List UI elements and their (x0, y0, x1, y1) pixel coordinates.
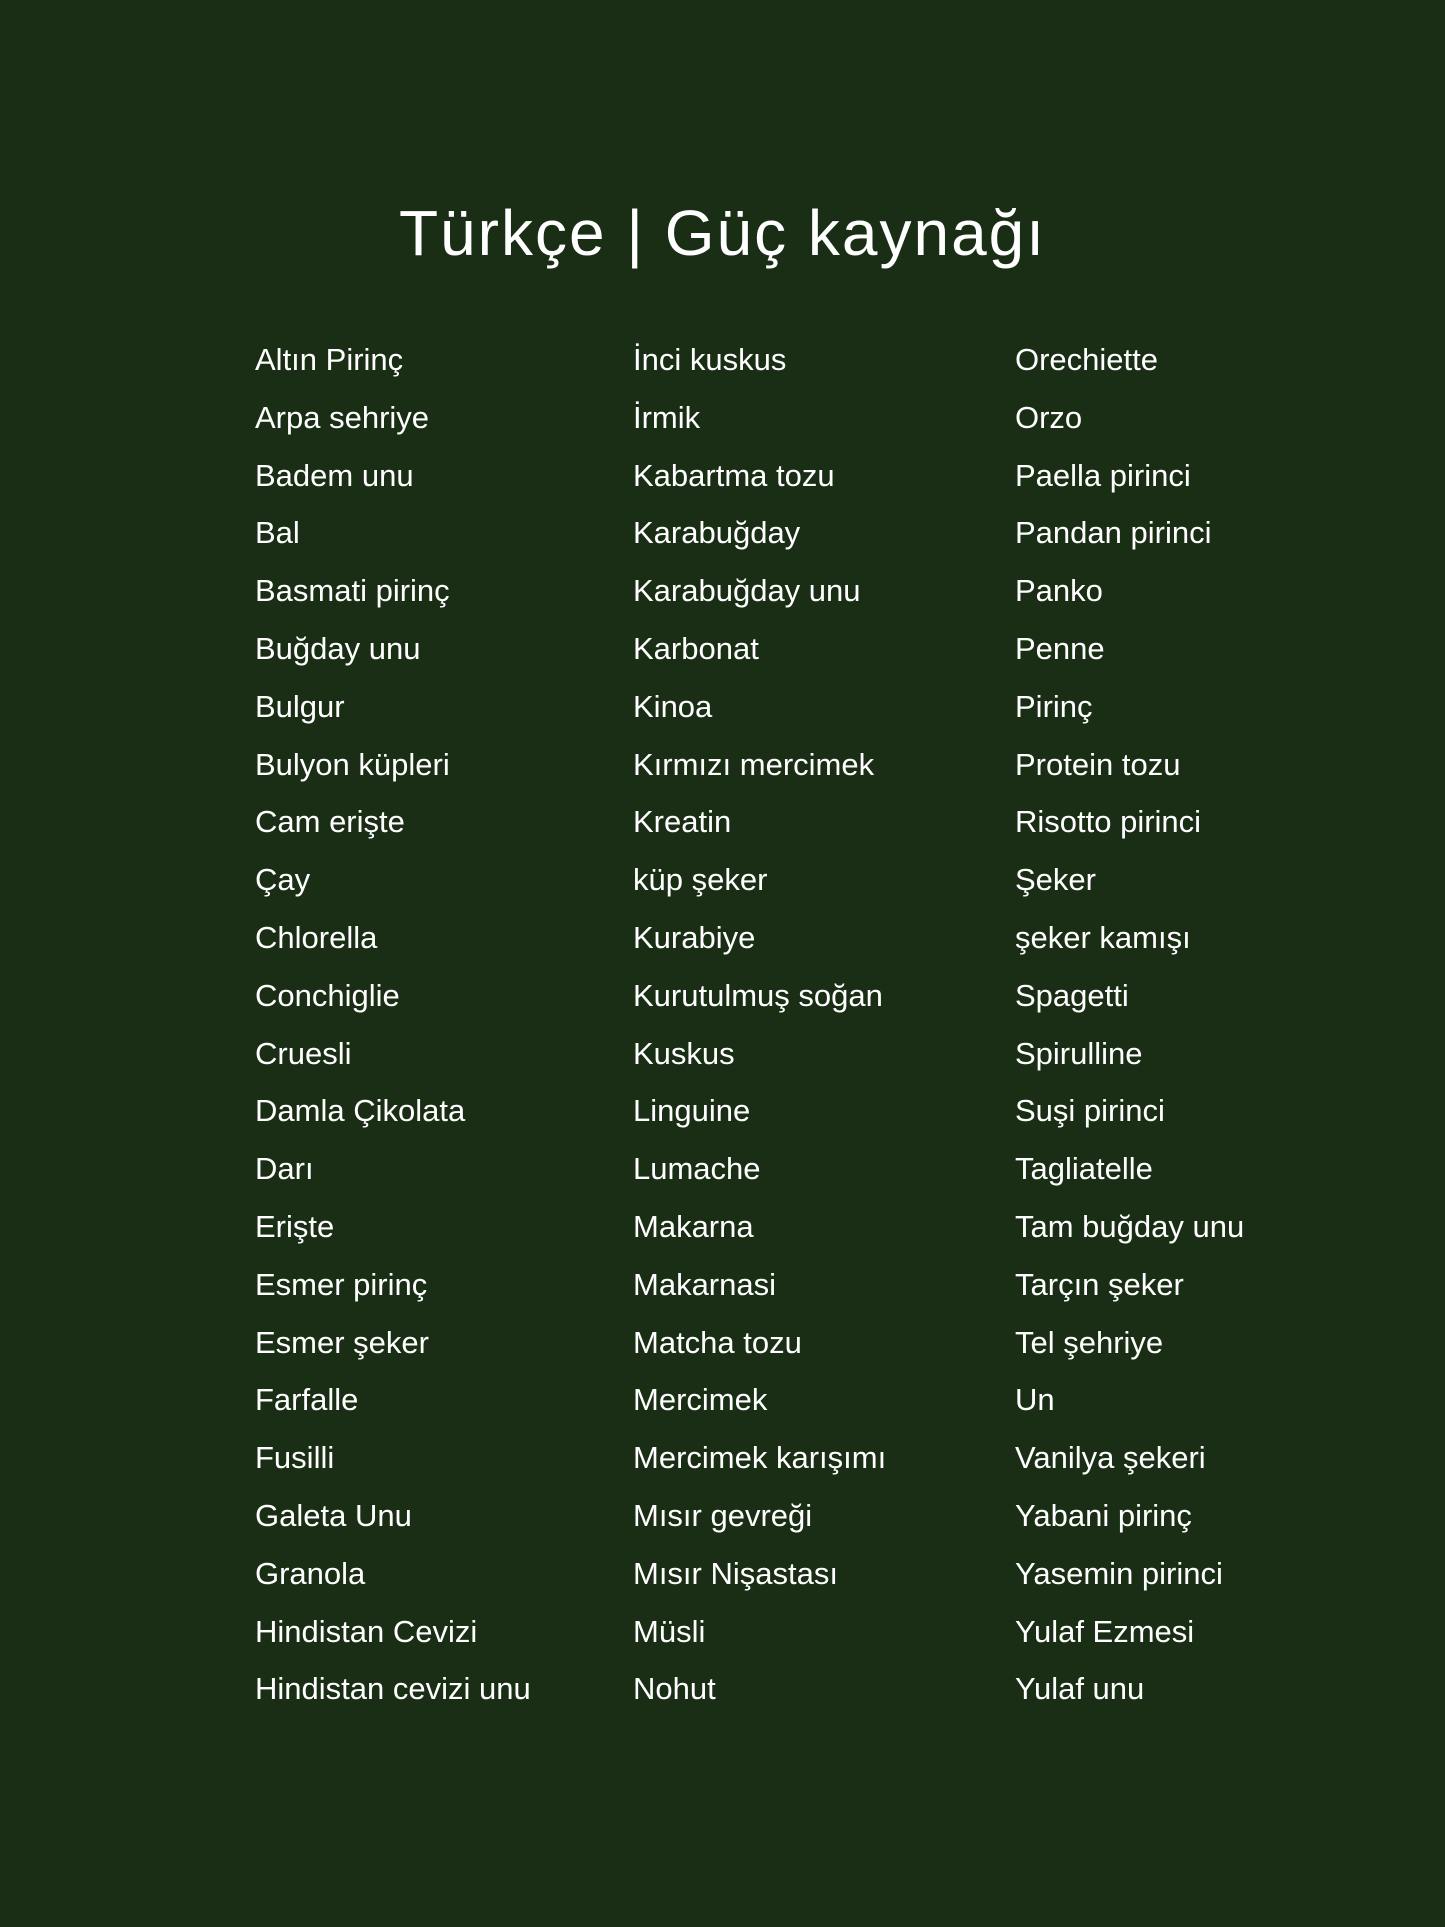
list-item: Bulgur (255, 688, 345, 724)
list-item: Paella pirinci (1015, 457, 1191, 493)
list-item: Conchiglie (255, 977, 400, 1013)
list-item: Kabartma tozu (633, 457, 835, 493)
list-item: Kreatin (633, 804, 732, 840)
page-title: Türkçe | Güç kaynağı (398, 196, 1047, 269)
list-item: İrmik (633, 399, 701, 435)
list-item: Linguine (633, 1093, 751, 1129)
list-item: Orechiette (1015, 342, 1159, 377)
list-item: Yulaf Ezmesi (1015, 1613, 1195, 1649)
list-item: Kuskus (633, 1035, 735, 1071)
list-item: Tam buğday unu (1015, 1208, 1245, 1244)
list-item: Granola (255, 1555, 366, 1591)
list-item: Müsli (633, 1613, 706, 1649)
word-column-1 (255, 338, 615, 1725)
list-item: Buğday unu (255, 630, 421, 666)
list-item: Lumache (633, 1151, 761, 1187)
list-item: Altın Pirinç (255, 342, 404, 377)
word-column-2 (633, 338, 1003, 1725)
list-item: Arpa sehriye (255, 399, 430, 435)
list-item: Bulyon küpleri (255, 746, 450, 782)
list-item: Karabuğday (633, 515, 801, 551)
list-item: Kinoa (633, 688, 713, 724)
list-item: Kurutulmuş soğan (633, 977, 883, 1013)
list-item: Spagetti (1015, 977, 1129, 1013)
list-item: Pandan pirinci (1015, 515, 1212, 551)
list-item: Mısır Nişastası (633, 1555, 838, 1591)
list-item: Makarna (633, 1208, 754, 1244)
list-item: Orzo (1015, 399, 1083, 435)
list-item: Fusilli (255, 1440, 335, 1476)
list-item: Tarçın şeker (1015, 1266, 1184, 1302)
list-item: Panko (1015, 573, 1103, 609)
word-column-3 (1015, 338, 1415, 1725)
list-item: Cruesli (255, 1035, 352, 1071)
list-item: Suşi pirinci (1015, 1093, 1165, 1129)
list-item: Damla Çikolata (255, 1093, 466, 1129)
list-item: Karabuğday unu (633, 573, 861, 609)
list-item: Spirulline (1015, 1035, 1143, 1071)
list-item: Kurabiye (633, 919, 756, 955)
list-item: Mısır gevreği (633, 1497, 813, 1533)
list-item: Farfalle (255, 1382, 359, 1418)
list-item: Şeker (1015, 862, 1096, 898)
list-item: Galeta Unu (255, 1497, 412, 1533)
list-item: Basmati pirinç (255, 573, 450, 609)
list-item: Karbonat (633, 630, 759, 666)
list-item: Esmer şeker (255, 1324, 429, 1360)
list-item: Mercimek (633, 1382, 768, 1418)
list-item: küp şeker (633, 862, 768, 898)
list-item: Tagliatelle (1015, 1151, 1153, 1187)
list-item: Makarnasi (633, 1266, 776, 1302)
list-item: Yulaf unu (1015, 1671, 1145, 1707)
list-item: Yasemin pirinci (1015, 1555, 1223, 1591)
list-item: Matcha tozu (633, 1324, 802, 1360)
list-item: Penne (1015, 630, 1105, 666)
list-item: Hindistan Cevizi (255, 1613, 478, 1649)
list-item: Pirinç (1015, 688, 1093, 724)
list-item: Tel şehriye (1015, 1324, 1164, 1360)
list-item: şeker kamışı (1015, 919, 1191, 955)
list-item: Hindistan cevizi unu (255, 1671, 531, 1707)
list-item: Cam erişte (255, 804, 405, 840)
list-item: Nohut (633, 1671, 716, 1707)
list-item: Kırmızı mercimek (633, 746, 875, 782)
list-item: İnci kuskus (633, 342, 787, 377)
list-item: Un (1015, 1382, 1055, 1418)
list-item: Bal (255, 515, 300, 551)
list-item: Mercimek karışımı (633, 1440, 887, 1476)
list-item: Yabani pirinç (1015, 1497, 1192, 1533)
list-item: Vanilya şekeri (1015, 1440, 1206, 1476)
list-item: Çay (255, 862, 311, 898)
list-item: Chlorella (255, 919, 378, 955)
list-item: Badem unu (255, 457, 414, 493)
list-item: Protein tozu (1015, 746, 1181, 782)
list-item: Esmer pirinç (255, 1266, 428, 1302)
list-item: Risotto pirinci (1015, 804, 1202, 840)
list-item: Erişte (255, 1208, 335, 1244)
list-item: Darı (255, 1151, 314, 1187)
